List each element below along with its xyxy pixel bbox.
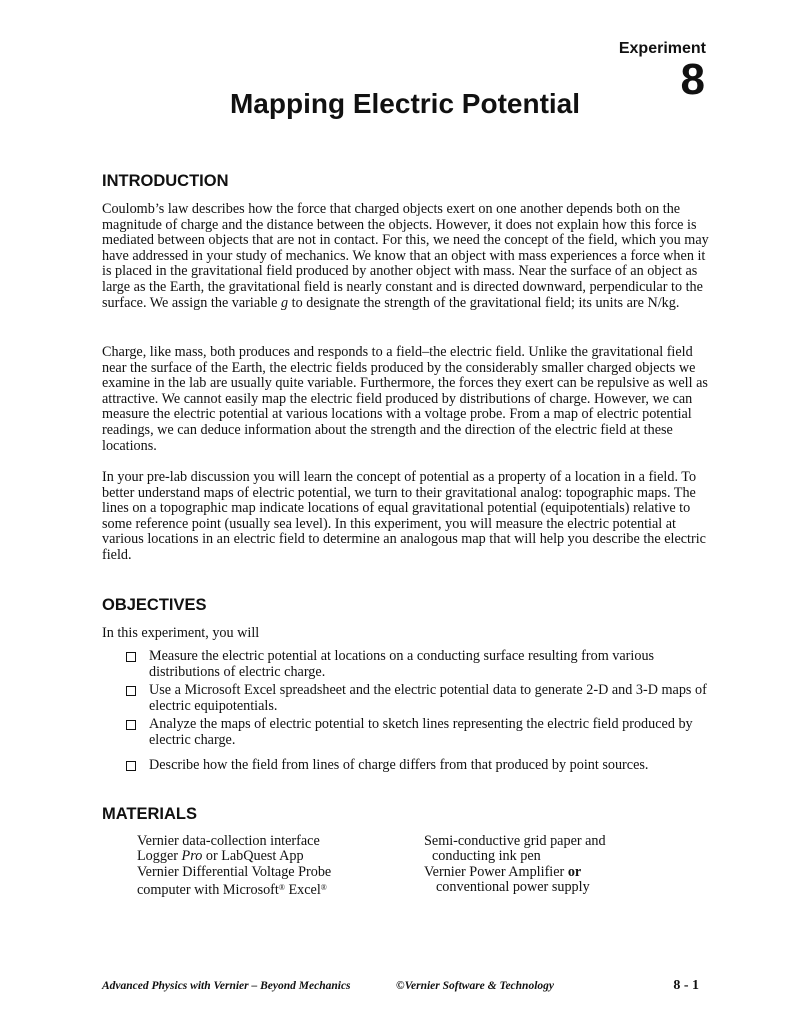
- introduction-paragraph-1-text-b: to designate the strength of the gravitational field; its units are N/kg.: [288, 294, 680, 311]
- objective-text: Use a Microsoft Excel spreadsheet and the electric potential data to generate 2-D and 3-D maps of electric equipotentials.: [149, 682, 707, 714]
- page-title: Mapping Electric Potential: [229, 88, 581, 119]
- materials-right-column: [424, 834, 606, 896]
- material-item: [137, 880, 331, 898]
- introduction-paragraph-1: [102, 202, 712, 311]
- material-item: Semi-conductive grid paper and: [424, 833, 606, 849]
- footer-book-title: Advanced Physics with Vernier – Beyond Mechanics: [102, 980, 351, 992]
- objectives-intro: In this experiment, you will: [102, 625, 260, 641]
- objective-text: Measure the electric potential at locations on a conducting surface resulting from various distributions of electric charge.: [149, 648, 655, 680]
- material-text-italic: Pro: [181, 848, 203, 865]
- material-item: conducting ink pen: [432, 848, 541, 865]
- material-text: Logger: [137, 848, 182, 865]
- material-text: or LabQuest App: [202, 848, 304, 865]
- experiment-number: 8: [680, 55, 705, 104]
- objective-item: [126, 717, 716, 748]
- objective-item: [126, 758, 716, 774]
- footer-page-number: 8 - 1: [673, 978, 699, 993]
- materials-left-column: [137, 834, 331, 899]
- introduction-paragraph-3: In your pre-lab discussion you will learn the concept of potential as a property of a location in a field. To better understand maps of electric potential, we turn to their gravitational analog: topographic maps. The lines on a topographic map indicate locations of equal gravitational potential (equipotentials) relative to some reference point (usually sea level). In this experiment, you will measure the electric potential at various locations in an electric field to determine an analogous map that will help you describe the electric field.: [102, 469, 706, 563]
- checkbox-icon: [126, 761, 136, 771]
- introduction-paragraph-2: Charge, like mass, both produces and responds to a field–the electric field. Unlike the gravitational field near the surface of the Earth, the electric fields produced by the considerably smaller charged objects we examine in the lab are usually quite variable. Furthermore, the forces they exert can be repulsive as well as attractive. We cannot easily map the electric field produced by distributions of charge. However, we can measure the electric potential at various locations with a voltage probe. From a map of electric potential readings, we can deduce information about the strength and the direction of the electric field at these locations.: [102, 344, 708, 454]
- material-item: conventional power supply: [436, 879, 590, 896]
- registered-mark: ®: [278, 883, 285, 893]
- footer-copyright: ©Vernier Software & Technology: [396, 980, 554, 992]
- introduction-heading: INTRODUCTION: [102, 172, 229, 190]
- objective-item: [126, 683, 716, 714]
- material-text: Excel: [284, 882, 321, 899]
- material-item: Vernier data-collection interface: [137, 833, 320, 849]
- checkbox-icon: [126, 720, 136, 730]
- variable-g: g: [281, 294, 289, 311]
- material-text: Vernier Power Amplifier: [424, 863, 568, 880]
- checkbox-icon: [126, 686, 136, 696]
- material-item: [137, 849, 331, 864]
- objective-item: [126, 649, 716, 680]
- checkbox-icon: [126, 652, 136, 662]
- material-item: Vernier Differential Voltage Probe: [137, 863, 332, 880]
- objective-text: Analyze the maps of electric potential to sketch lines representing the electric field produced by electric charge.: [149, 716, 693, 748]
- objective-text: Describe how the field from lines of charge differs from that produced by point sources.: [149, 756, 649, 773]
- materials-heading: MATERIALS: [102, 805, 198, 823]
- material-text-bold: or: [567, 863, 582, 880]
- introduction-paragraph-1-text-a: Coulomb’s law describes how the force that charged objects exert on one another depends both on the magnitude of charge and the distance between the objects. However, it does not explain how this force is mediated between objects that are not in contact. For this, we need the concept of the field, which you may have addressed in your study of mechanics. We know that an object with mass experiences a force when it is placed in the gravitational field produced by another object with mass. Near the surface of an object as large as the Earth, the gravitational field is nearly constant and is directed downward, perpendicular to the surface. We assign the variable: [102, 201, 709, 311]
- registered-mark: ®: [320, 883, 327, 893]
- experiment-label: Experiment: [618, 40, 706, 57]
- material-item: [424, 865, 606, 880]
- objectives-heading: OBJECTIVES: [102, 596, 207, 614]
- material-text: computer with Microsoft: [137, 882, 279, 899]
- objectives-list: [126, 649, 716, 773]
